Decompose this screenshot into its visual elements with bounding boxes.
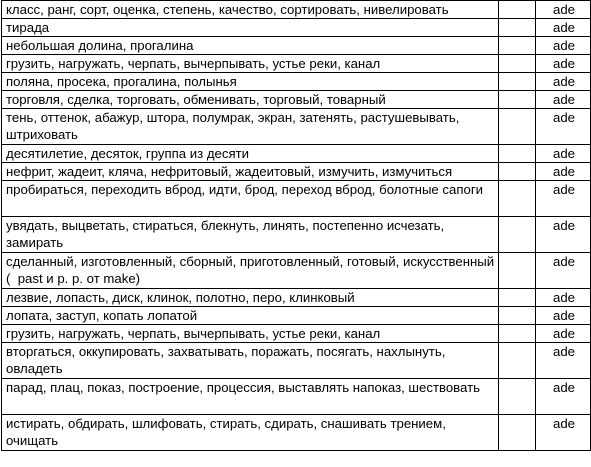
answer-cell <box>499 343 536 379</box>
answer-cell <box>499 73 536 91</box>
answer-cell <box>499 217 536 253</box>
table-row <box>2 343 591 379</box>
definition-cell: торговля, сделка, торговать, обменивать, торговый, товарный <box>2 91 499 109</box>
table-row <box>2 253 591 289</box>
definition-cell: нефрит, жадеит, кляча, нефритовый, жадеитовый, измучить, измучиться <box>2 163 499 181</box>
tag-cell: ade <box>536 163 591 181</box>
definition-cell: десятилетие, десяток, группа из десяти <box>2 145 499 163</box>
tag-cell: ade <box>536 73 591 91</box>
definition-cell: класс, ранг, сорт, оценка, степень, качество, сортировать, нивелировать <box>2 1 499 19</box>
tag-cell: ade <box>536 19 591 37</box>
answer-cell <box>499 91 536 109</box>
answer-cell <box>499 1 536 19</box>
table-row <box>2 91 591 109</box>
answer-cell <box>499 109 536 145</box>
tag-cell: ade <box>536 307 591 325</box>
definition-cell: вторгаться, оккупировать, захватывать, поражать, посягать, нахлынуть, овладеть <box>2 343 499 379</box>
table-row <box>2 379 591 415</box>
tag-cell: ade <box>536 109 591 145</box>
definition-cell: поляна, просека, прогалина, полынья <box>2 73 499 91</box>
definition-cell: пробираться, переходить вброд, идти, брод, переход вброд, болотные сапоги <box>2 181 499 217</box>
tag-cell: ade <box>536 37 591 55</box>
answer-cell <box>499 379 536 415</box>
table-row <box>2 217 591 253</box>
table-body <box>2 1 591 451</box>
tag-cell: ade <box>536 181 591 217</box>
answer-cell <box>499 19 536 37</box>
definition-cell: небольшая долина, прогалина <box>2 37 499 55</box>
answer-cell <box>499 289 536 307</box>
definition-cell: грузить, нагружать, черпать, вычерпывать, устье реки, канал <box>2 55 499 73</box>
tag-cell: ade <box>536 253 591 289</box>
table-row <box>2 289 591 307</box>
tag-cell: ade <box>536 145 591 163</box>
tag-cell: ade <box>536 91 591 109</box>
definition-cell: грузить, нагружать, черпать, вычерпывать, устье реки, канал <box>2 325 499 343</box>
answer-cell <box>499 325 536 343</box>
table-row <box>2 307 591 325</box>
answer-cell <box>499 55 536 73</box>
tag-cell: ade <box>536 1 591 19</box>
answer-cell <box>499 415 536 451</box>
vocabulary-table <box>1 0 591 451</box>
answer-cell <box>499 163 536 181</box>
table-row <box>2 1 591 19</box>
table-row <box>2 55 591 73</box>
answer-cell <box>499 181 536 217</box>
tag-cell: ade <box>536 415 591 451</box>
definition-cell: тень, оттенок, абажур, штора, полумрак, экран, затенять, растушевывать, штриховать <box>2 109 499 145</box>
definition-cell: истирать, обдирать, шлифовать, стирать, сдирать, снашивать трением, очищать <box>2 415 499 451</box>
table-row <box>2 325 591 343</box>
definition-cell: сделанный, изготовленный, сборный, приготовленный, готовый, искусственный ( past и p. p. от make) <box>2 253 499 289</box>
definition-cell: увядать, выцветать, стираться, блекнуть, линять, постепенно исчезать, замирать <box>2 217 499 253</box>
answer-cell <box>499 307 536 325</box>
answer-cell <box>499 145 536 163</box>
table-row <box>2 163 591 181</box>
table-row <box>2 181 591 217</box>
answer-cell <box>499 37 536 55</box>
tag-cell: ade <box>536 55 591 73</box>
table-row <box>2 415 591 451</box>
table-row <box>2 19 591 37</box>
tag-cell: ade <box>536 217 591 253</box>
tag-cell: ade <box>536 379 591 415</box>
tag-cell: ade <box>536 325 591 343</box>
definition-cell: тирада <box>2 19 499 37</box>
definition-cell: лезвие, лопасть, диск, клинок, полотно, перо, клинковый <box>2 289 499 307</box>
tag-cell: ade <box>536 343 591 379</box>
table-row <box>2 37 591 55</box>
table-row <box>2 109 591 145</box>
answer-cell <box>499 253 536 289</box>
definition-cell: парад, плац, показ, построение, процессия, выставлять напоказ, шествовать <box>2 379 499 415</box>
definition-cell: лопата, заступ, копать лопатой <box>2 307 499 325</box>
tag-cell: ade <box>536 289 591 307</box>
table-row <box>2 73 591 91</box>
table-row <box>2 145 591 163</box>
